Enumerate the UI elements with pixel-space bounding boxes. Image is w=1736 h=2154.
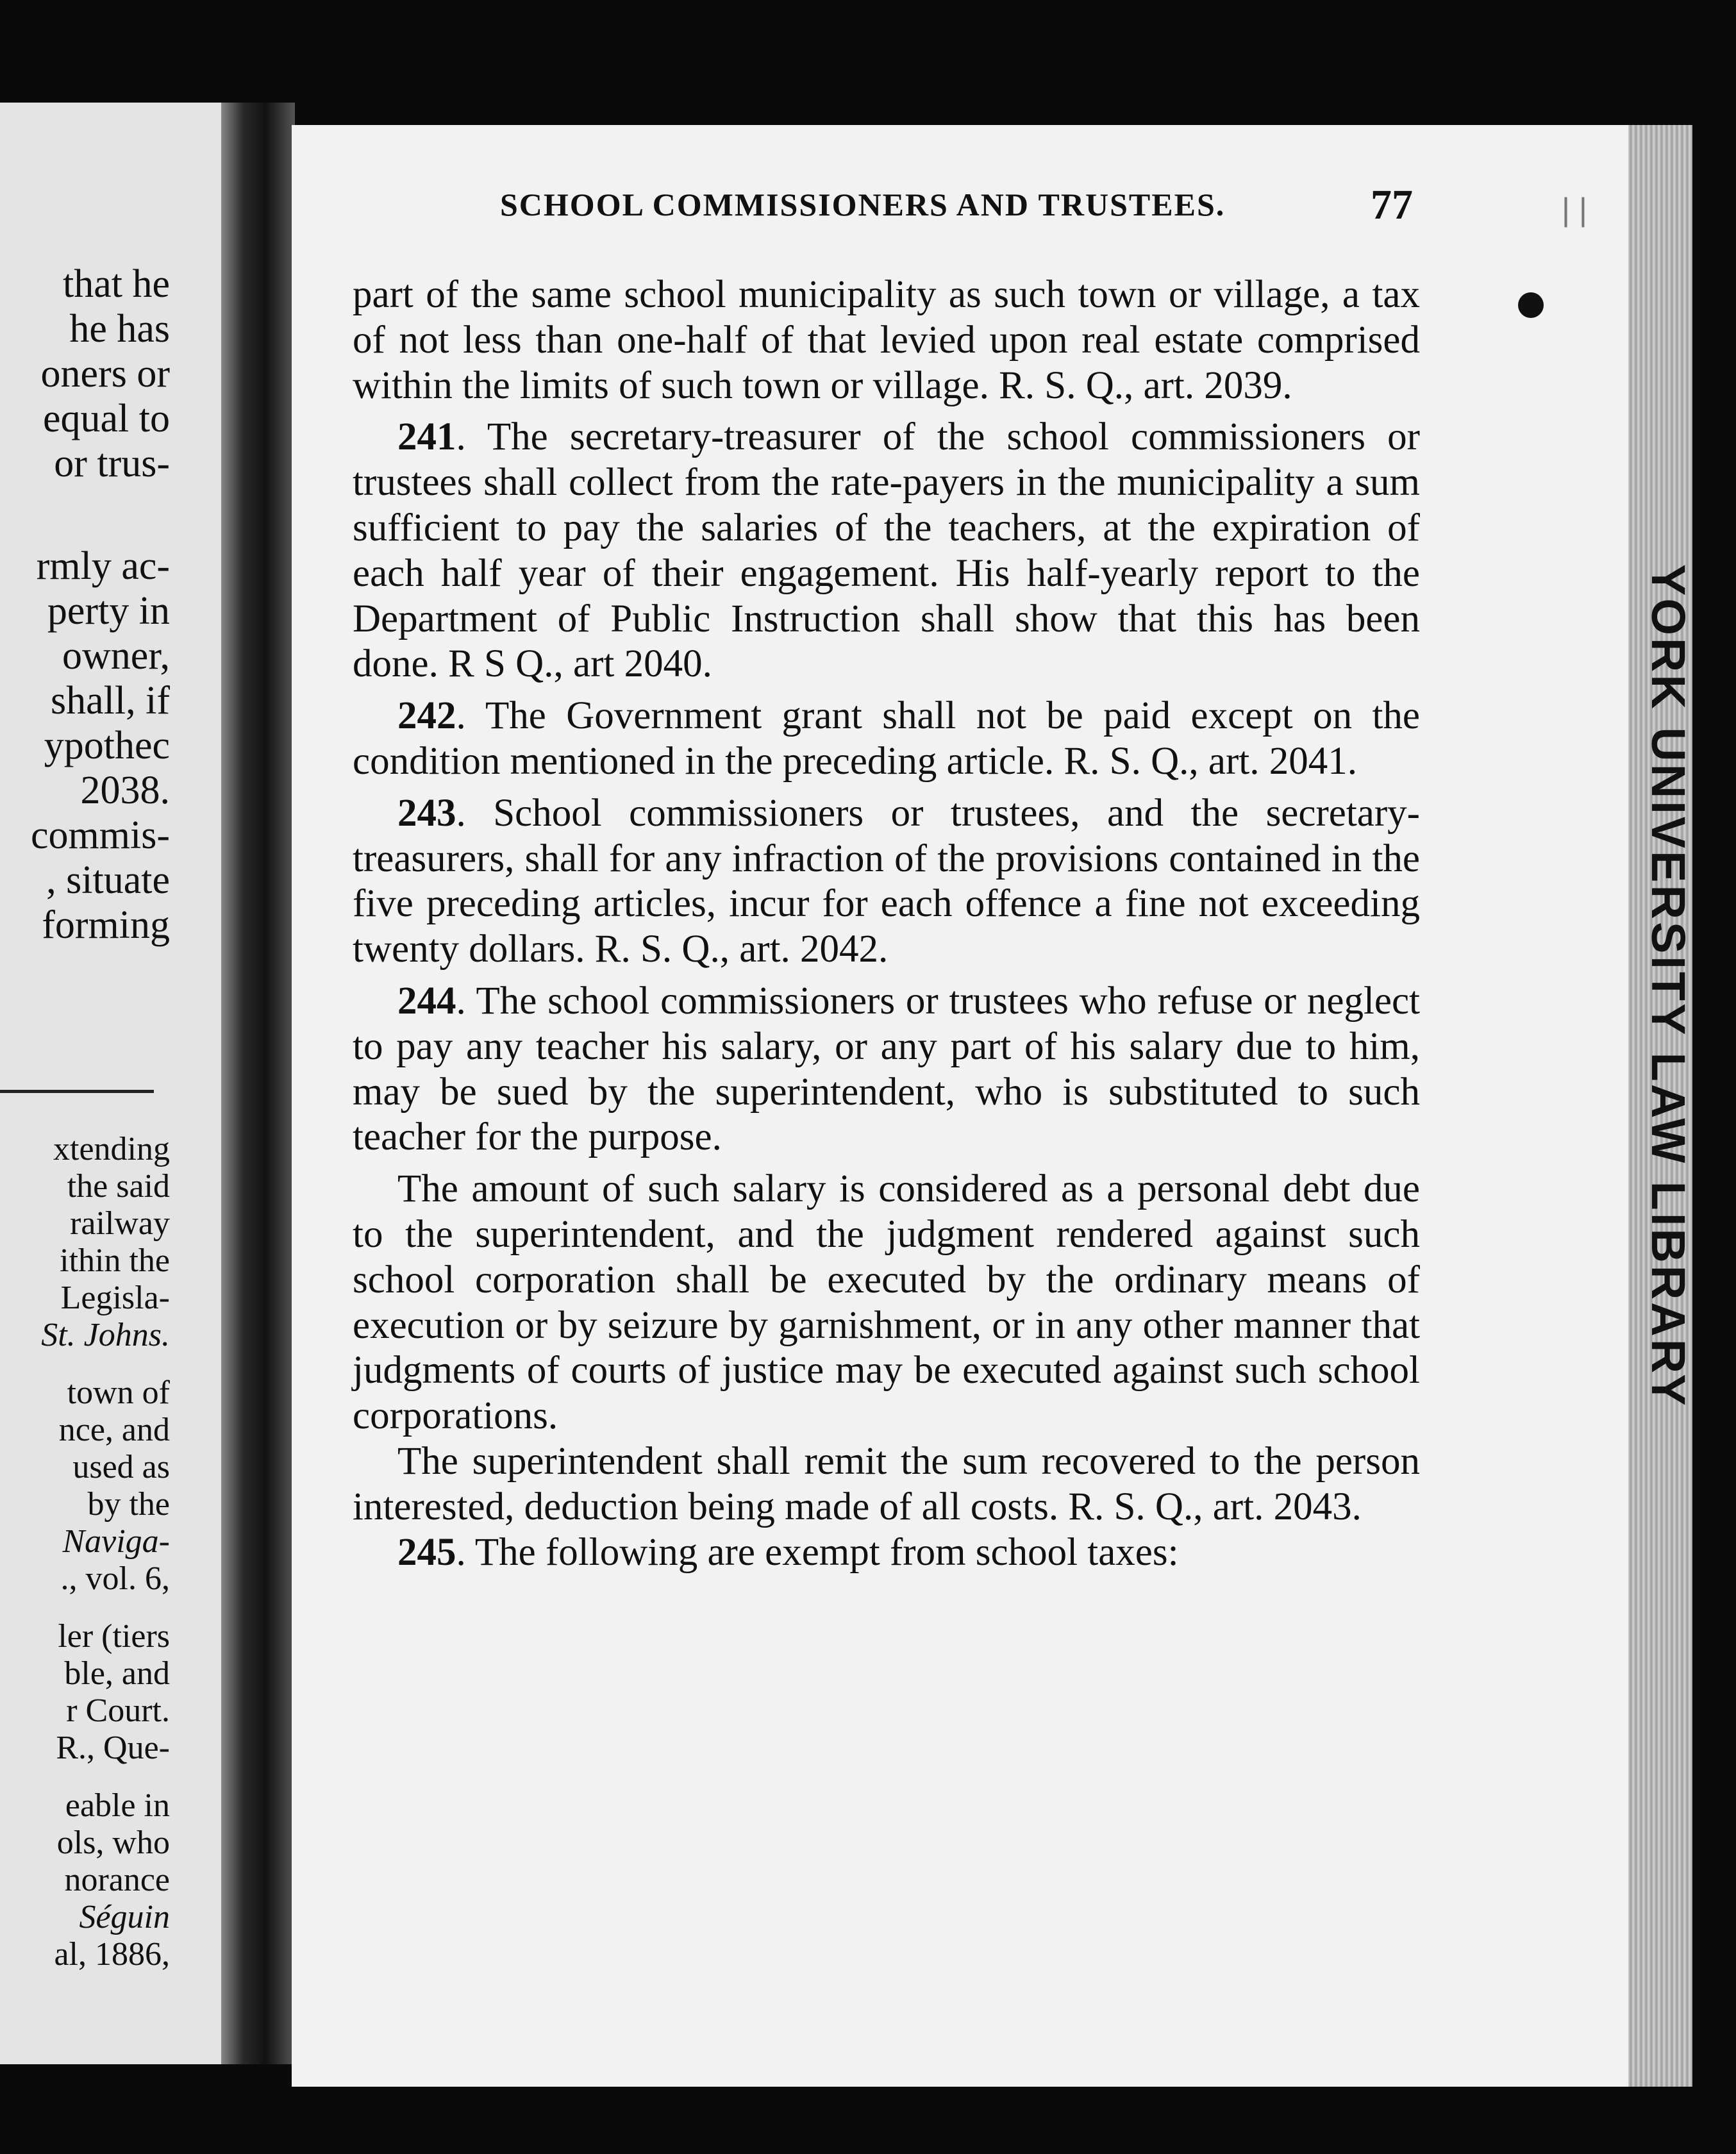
left-note-line: Legisla- — [60, 1280, 170, 1316]
section-243 — [353, 791, 1420, 973]
left-line: ypothec — [44, 724, 170, 767]
library-stamp: YORK UNIVERSITY LAW LIBRARY — [1642, 564, 1695, 1408]
left-note-line: by the — [87, 1486, 170, 1523]
section-text: . The school commissioners or trustees who refuse or neglect to pay any teacher his salary, or any part of his salary due to him, may be sued by the superintendent, who is substituted to such teacher for the purpose. — [353, 979, 1420, 1159]
left-line: commis- — [31, 814, 170, 857]
running-head: SCHOOL COMMISSIONERS AND TRUSTEES. — [500, 187, 1226, 222]
body-text — [353, 272, 1420, 1575]
left-note-line: ., vol. 6, — [60, 1560, 170, 1597]
left-line: or trus- — [54, 442, 170, 485]
section-241 — [353, 415, 1420, 687]
section-number: 242 — [397, 694, 456, 738]
left-line: shall, if — [51, 679, 170, 722]
left-line: that he — [63, 262, 170, 306]
section-number: 241 — [397, 415, 456, 459]
left-note-line: xtending — [53, 1131, 170, 1167]
paragraph-amount: The amount of such salary is considered as a personal debt due to the superintendent, and the judgment rendered against such school corporation shall be executed by the ordinary means of execution or by seizure by garnishment, or in any other manner that judgments of courts of justice may be executed against such school corporations. — [353, 1167, 1420, 1438]
paragraph-continued: part of the same school municipality as such town or village, a tax of not less than one-half of that levied upon real estate comprised within the limits of such town or village. R. S. Q., art. 2039. — [353, 273, 1420, 407]
left-line: oners or — [40, 352, 170, 396]
left-line: rmly ac- — [36, 544, 170, 588]
left-line: forming — [42, 903, 170, 947]
section-number: 243 — [397, 791, 456, 835]
left-note-line: used as — [72, 1449, 170, 1485]
left-note-line: norance — [64, 1862, 170, 1898]
section-244 — [353, 979, 1420, 1160]
left-note-line: ols, who — [56, 1824, 170, 1861]
left-line: , situate — [46, 858, 170, 902]
left-note-line: r Court. — [66, 1692, 170, 1729]
left-note-line: Naviga- — [62, 1523, 170, 1560]
left-note-line: St. Johns. — [41, 1317, 170, 1353]
section-245 — [353, 1530, 1420, 1576]
left-note-line: the said — [67, 1168, 170, 1205]
ink-dot — [1518, 292, 1544, 318]
left-note-line: ler (tiers — [58, 1618, 170, 1655]
page-number: 77 — [1371, 181, 1413, 228]
section-text: . School commissioners or trustees, and the secretary-treasurers, shall for any infraction of the provisions contained in the five preceding articles, incur for each offence a fine not exceeding twenty dollars. R. S. Q., art. 2042. — [353, 791, 1420, 971]
margin-marks: | | — [1562, 192, 1587, 228]
left-line: he has — [69, 307, 170, 351]
section-number: 245 — [397, 1530, 456, 1574]
left-line: owner, — [62, 634, 170, 678]
paragraph-remit: The superintendent shall remit the sum recovered to the person interested, deduction being made of all costs. R. S. Q., art. 2043. — [353, 1439, 1420, 1528]
left-note-line: eable in — [65, 1787, 170, 1824]
left-note-line: ithin the — [60, 1242, 170, 1279]
left-note-line: town of — [67, 1374, 170, 1411]
left-note-line: nce, and — [58, 1412, 170, 1448]
left-divider — [0, 1090, 154, 1093]
left-line: equal to — [43, 397, 170, 440]
section-text: . The Government grant shall not be paid except on the condition mentioned in the preceding article. R. S. Q., art. 2041. — [353, 694, 1420, 783]
section-242 — [353, 694, 1420, 785]
left-line: perty in — [47, 589, 170, 633]
left-line: 2038. — [80, 769, 170, 812]
book-gutter — [221, 103, 295, 2064]
left-note-line: railway — [70, 1205, 170, 1242]
left-note-line: al, 1886, — [54, 1936, 170, 1973]
left-note-line: ble, and — [64, 1655, 170, 1692]
section-number: 244 — [397, 979, 456, 1023]
section-text: . The secretary-treasurer of the school commissioners or trustees shall collect from the rate-payers in the municipality a sum sufficient to pay the salaries of the teachers, at the expiration of each half year of their engagement. His half-yearly report to the Department of Public Instruction shall show that this has been done. R S Q., art 2040. — [353, 415, 1420, 686]
left-note-line: R., Que- — [56, 1730, 170, 1766]
left-page — [0, 103, 221, 2064]
left-note-line: Séguin — [79, 1899, 170, 1935]
section-text: . The following are exempt from school taxes: — [456, 1530, 1179, 1574]
